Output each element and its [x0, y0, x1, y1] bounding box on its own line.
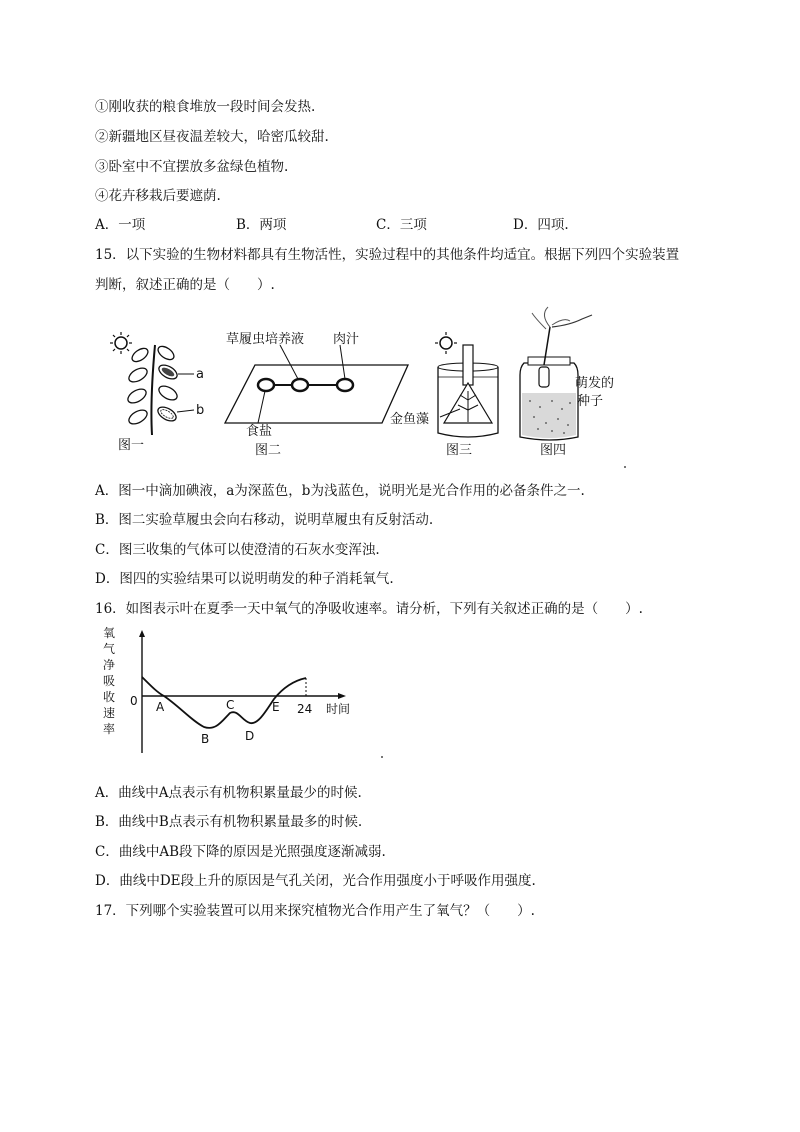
q16-option-b: B．曲线中B点表示有机物积累量最多的时候.	[95, 814, 363, 830]
q16-stem: 16．如图表示叶在夏季一天中氧气的净吸收速率。请分析，下列有关叙述正确的是（ ）.	[95, 601, 643, 617]
q15-option-a: A．图一中滴加碘液，a为深蓝色，b为浅蓝色，说明光是光合作用的必备条件之一.	[95, 483, 585, 499]
point-a: A	[156, 700, 165, 714]
q15-option-c: C．图三收集的气体可以使澄清的石灰水变浑浊.	[95, 542, 380, 558]
fig1-caption: 图一	[118, 438, 145, 453]
sun-icon	[110, 332, 132, 354]
fig2-culture-label: 草履虫培养液	[226, 332, 305, 347]
fig3-caption: 图三	[446, 443, 473, 458]
q16-option-c: C．曲线中AB段下降的原因是光照强度逐渐减弱.	[95, 844, 386, 860]
point-d: D	[245, 729, 255, 743]
oxygen-curve	[142, 677, 306, 728]
sun-icon	[435, 332, 457, 354]
q14-option-a: A．一项	[95, 217, 146, 233]
statement-3: ③卧室中不宜摆放多盆绿色植物.	[95, 159, 289, 175]
q16-option-a: A．曲线中A点表示有机物积累量最少的时候.	[95, 785, 362, 801]
svg-text:吸: 吸	[103, 674, 116, 688]
fig2-salt-label: 食盐	[246, 424, 273, 439]
q15-option-b: B．图二实验草履虫会向右移动，说明草履虫有反射活动.	[95, 512, 434, 528]
origin-label: 0	[130, 694, 138, 708]
statement-1: ①刚收获的粮食堆放一段时间会发热.	[95, 99, 316, 115]
point-e: E	[272, 700, 280, 714]
q16-option-d: D．曲线中DE段上升的原因是气孔关闭，光合作用强度小于呼吸作用强度.	[95, 873, 536, 889]
q15-figures	[100, 305, 640, 470]
figure-2-slide	[225, 331, 408, 458]
q15-stem-line1: 15．以下实验的生物材料都具有生物活性，实验过程中的其他条件均适宜。根据下列四个实验装置	[95, 247, 680, 263]
svg-text:气: 气	[103, 642, 116, 656]
fig4-seed-label-1: 萌发的	[575, 376, 615, 391]
figure-1-plant	[110, 332, 204, 453]
point-c: C	[226, 698, 235, 712]
statement-2: ②新疆地区昼夜温差较大，哈密瓜较甜.	[95, 129, 329, 145]
statement-4: ④花卉移栽后要遮荫.	[95, 188, 221, 204]
figure-4-jar	[520, 307, 614, 458]
fig1-label-a: a	[196, 367, 204, 382]
q16-oxygen-graph	[100, 625, 380, 755]
fig4-seed-label-2: 种子	[577, 394, 604, 409]
tick-24-label: 24	[297, 702, 313, 716]
q14-option-d: D．四项.	[513, 217, 569, 233]
q14-option-c: C．三项	[376, 217, 427, 233]
fig4-caption: 图四	[540, 443, 567, 458]
svg-text:收: 收	[103, 690, 116, 704]
fig2-juice-label: 肉汁	[333, 332, 360, 347]
fig2-caption: 图二	[255, 443, 282, 458]
svg-text:速: 速	[103, 706, 116, 720]
graph-y-label	[103, 626, 115, 736]
svg-text:率: 率	[103, 722, 116, 736]
fig3-plant-label: 金鱼藻	[390, 412, 430, 427]
q17-stem: 17．下列哪个实验装置可以用来探究植物光合作用产生了氧气？（ ）.	[95, 903, 535, 919]
point-b: B	[201, 732, 210, 746]
fig1-label-b: b	[196, 403, 205, 418]
q14-option-b: B．两项	[236, 217, 287, 233]
x-axis-label: 时间	[326, 702, 351, 716]
q15-option-d: D．图四的实验结果可以说明萌发的种子消耗氧气.	[95, 571, 394, 587]
svg-text:氧: 氧	[103, 626, 116, 640]
svg-text:净: 净	[103, 658, 116, 672]
q15-stem-line2: 判断，叙述正确的是（ ）.	[95, 277, 275, 293]
figure-3-beaker	[390, 332, 498, 458]
